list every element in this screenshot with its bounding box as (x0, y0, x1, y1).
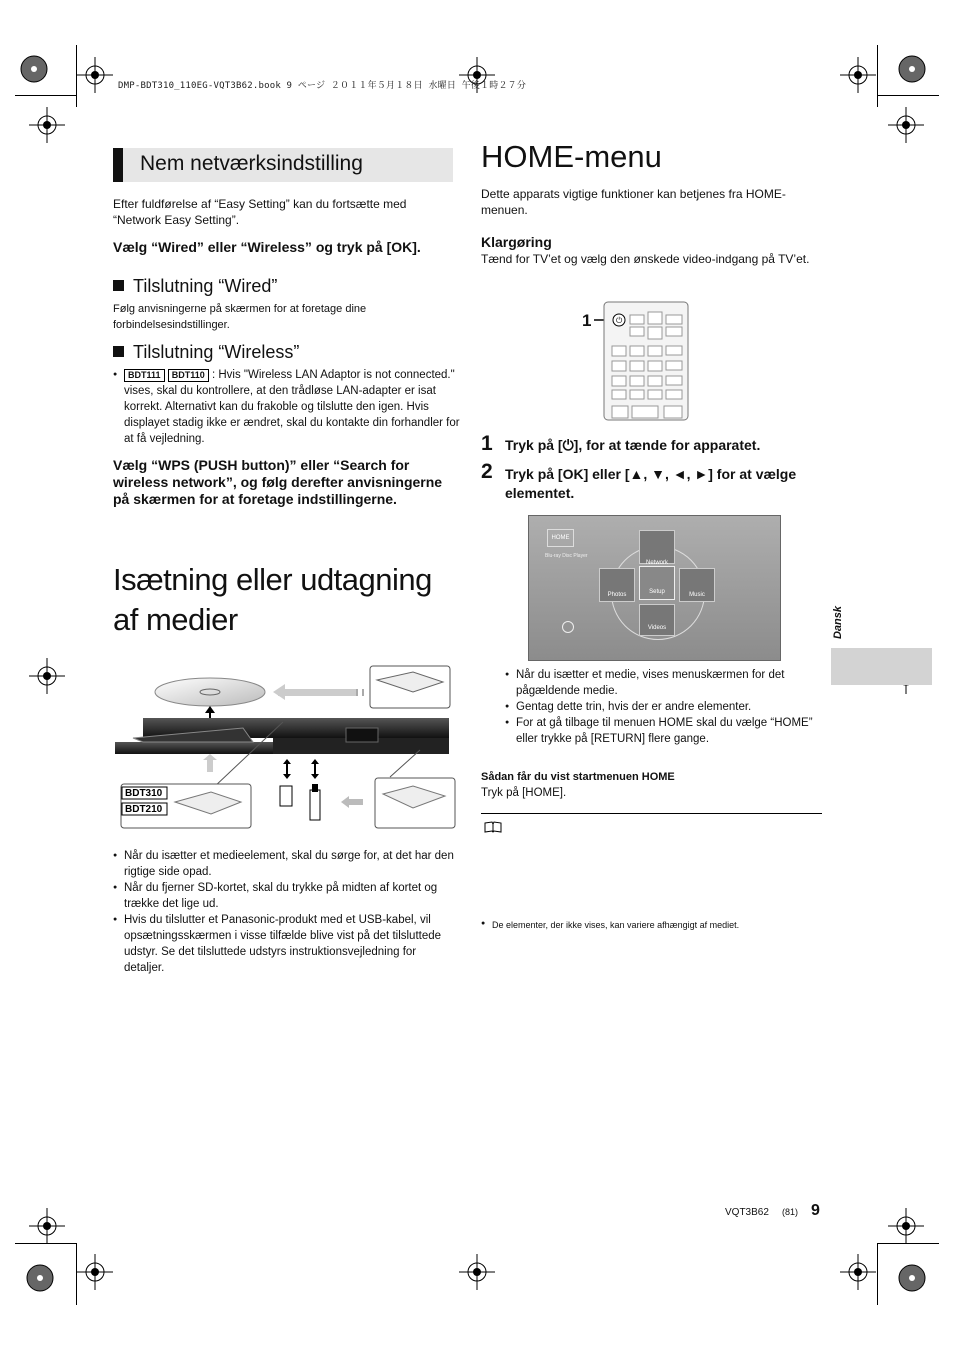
menu-item-network[interactable]: Network (639, 530, 675, 564)
book-note-icon (484, 821, 502, 833)
choose-instruction: Vælg “Wired” eller “Wireless” og tryk på [OK]. (113, 239, 421, 255)
network-intro: Efter fuldførelse af “Easy Setting” kan du fortsætte med “Network Easy Setting”. (113, 197, 407, 227)
svg-text:⏻: ⏻ (616, 316, 623, 325)
show-home-text: Tryk på [HOME]. (481, 787, 567, 799)
home-screen-image (528, 515, 781, 661)
wired-text: Følg anvisningerne på skærmen for at foretage dine forbindelsesindstillinger. (113, 303, 367, 331)
menu-item-videos[interactable]: Videos (639, 604, 675, 636)
media-notes-list (113, 848, 458, 976)
wireless-heading: Tilslutning “Wireless” (113, 341, 299, 363)
footer-sub: (81) (782, 1207, 799, 1217)
wireless-note: ● BDT111 BDT110 : Hvis "Wireless LAN Adaptor is not connected." vises, skal du kontrollere, at den trådløse LAN-adapter er isat korrekt. Alternativt kan du frakoble og tilslutte den igen. Hvis displayet stadig ikke er ændret, skal du kontakte din forhandler for at få vejledning. (113, 367, 464, 447)
menu-item-setup[interactable]: Setup (639, 566, 675, 600)
step-1: 1 Tryk på [⏻], for at tænde for apparatet. (481, 432, 761, 455)
prep-text: Tænd for TV’et og vælg den ønskede video-indgang på TV’et. (481, 252, 810, 266)
square-bullet-icon (113, 346, 124, 357)
navigation-icon (562, 621, 574, 633)
media-title-line2: af medier (113, 602, 238, 637)
home-menu-title: HOME-menu (481, 139, 662, 174)
language-tab (831, 648, 932, 685)
media-title-line1: Isætning eller udtagning (113, 562, 432, 597)
model-label: BDT310 (125, 788, 163, 799)
model-tag: BDT111 (124, 369, 165, 382)
footer-code: VQT3B62 (725, 1207, 769, 1218)
list-item: ● For at gå tilbage til menuen HOME skal du vælge “HOME” eller trykke på [RETURN] flere gange. (505, 715, 825, 747)
home-label: HOME (547, 529, 574, 547)
list-item: ● Når du isætter et medieelement, skal du sørge for, at det har den rigtige side opad. (113, 848, 458, 880)
list-item: ● Hvis du tilslutter et Panasonic-produkt med et USB-kabel, vil opsætningsskærmen i visse tilfælde blive vist på det tilsluttede udstyr. Se det tilsluttede udstyrs instruktionsvejledning for detaljer. (113, 912, 458, 976)
divider (481, 813, 822, 814)
remote-callout-number: 1 (582, 311, 592, 330)
menu-item-photos[interactable]: Photos (599, 568, 635, 602)
print-header: DMP-BDT310_110EG-VQT3B62.book 9 ページ ２０１１年５月１８日 水曜日 午後１時２７分 (118, 81, 527, 91)
section-heading-network (113, 148, 453, 182)
language-tab-label: Dansk (832, 606, 844, 640)
home-intro: Dette apparats vigtige funktioner kan betjenes fra HOME-menuen. (481, 187, 786, 217)
media-insertion-diagram (113, 662, 459, 832)
section-marker (113, 148, 123, 182)
section-title: Nem netværksindstilling (140, 152, 363, 175)
list-item: ● Når du isætter et medie, vises menuskærmen for det pågældende medie. (505, 667, 825, 699)
list-item: ● Når du fjerner SD-kortet, skal du trykke på midten af kortet og trække det lige ud. (113, 880, 458, 912)
model-label: BDT210 (125, 804, 163, 815)
player-label: Blu-ray Disc Player (545, 553, 588, 559)
list-item: ● Gentag dette trin, hvis der er andre elementer. (505, 699, 825, 715)
square-bullet-icon (113, 280, 124, 291)
page-number: 9 (811, 1202, 820, 1219)
footnote: ● De elementer, der ikke vises, kan variere afhængigt af mediet. (481, 920, 822, 930)
home-notes-list (505, 667, 825, 747)
menu-item-music[interactable]: Music (679, 568, 715, 602)
show-home-heading: Sådan får du vist startmenuen HOME (481, 771, 675, 783)
prep-heading: Klargøring (481, 234, 552, 250)
step-2: 2 Tryk på [OK] eller [▲, ▼, ◄, ►] for at vælge elementet. (481, 460, 797, 501)
wired-heading: Tilslutning “Wired” (113, 275, 277, 297)
remote-control-illustration (592, 300, 692, 422)
model-tag: BDT110 (168, 369, 209, 382)
wps-instruction: Vælg “WPS (PUSH button)” eller “Search for wireless network”, og følg derefter anvisningerne på skærmen for at foretage indstillingerne. (113, 457, 443, 507)
